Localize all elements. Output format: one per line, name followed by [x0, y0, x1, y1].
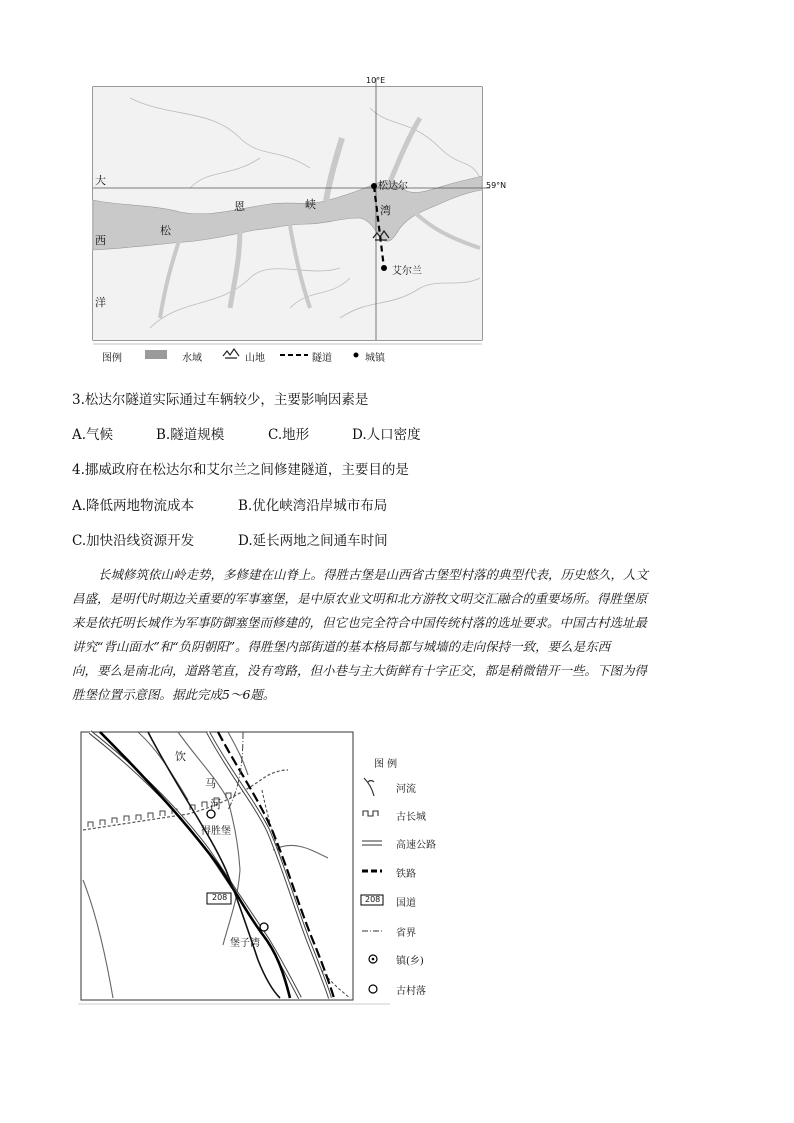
- fjord-map: [90, 78, 510, 368]
- longitude-label: 10°E: [366, 76, 386, 85]
- q4-option-c[interactable]: C.加快沿线资源开发: [72, 533, 195, 549]
- q4-option-a[interactable]: A.降低两地物流成本: [72, 498, 195, 514]
- legend2-town: 镇(乡): [396, 956, 424, 967]
- fjord-char-3: 峡: [305, 198, 316, 211]
- sea-char-2: 西: [95, 234, 106, 247]
- desheng-map-graphic: [78, 730, 448, 1006]
- q4-stem: 4.挪威政府在松达尔和艾尔兰之间修建隧道，主要目的是: [72, 462, 409, 478]
- fort-label: 得胜堡: [201, 826, 231, 837]
- legend-title: 图例: [102, 353, 122, 364]
- legend2-road: 国道: [396, 898, 416, 909]
- town-south-label: 艾尔兰: [392, 266, 422, 277]
- q3-option-b[interactable]: B.隧道规模: [156, 427, 225, 443]
- q4-option-d[interactable]: D.延长两地之间通车时间: [238, 533, 388, 549]
- fjord-char-4: 湾: [380, 204, 391, 217]
- passage-line-3: 来是依托明长城作为军事防御塞堡而修建的，但它也完全符合中国传统村落的选址要求。中国古村选址最: [72, 615, 648, 630]
- latitude-label: 59°N: [486, 181, 507, 190]
- legend2-road-shield: 208: [365, 895, 381, 904]
- legend-town: 城镇: [365, 353, 385, 364]
- legend-tunnel: 隧道: [312, 353, 332, 364]
- legend2-river: 河流: [396, 784, 416, 795]
- passage-line-2: 昌盛，是明代时期边关重要的军事塞堡，是中原农业文明和北方游牧文明交汇融合的重要场所。得胜堡原: [72, 591, 648, 606]
- legend2-village: 古村落: [396, 986, 426, 997]
- passage-line-5: 向，要么是南北向，道路笔直，没有弯路，但小巷与主大街鲜有十字正交，都是稍微错开一些。下图为得: [72, 663, 648, 678]
- passage-line-6: 胜堡位置示意图。据此完成5～6题。: [72, 687, 276, 702]
- legend-water: 水域: [182, 353, 202, 364]
- desheng-map: [78, 730, 448, 1006]
- fjord-char-2: 恩: [234, 200, 245, 213]
- q4-option-b[interactable]: B.优化峡湾沿岸城市布局: [238, 498, 388, 514]
- town-north-label: 松达尔: [378, 181, 408, 192]
- road-number: 208: [212, 893, 228, 902]
- q3-option-a[interactable]: A.气候: [72, 427, 114, 443]
- q3-option-d[interactable]: D.人口密度: [352, 427, 421, 443]
- fjord-map-graphic: [90, 78, 510, 368]
- legend2-highway: 高速公路: [396, 840, 436, 851]
- sea-char-3: 洋: [95, 296, 106, 309]
- q3-option-c[interactable]: C.地形: [268, 427, 310, 443]
- river-char-3: 河: [210, 798, 221, 811]
- legend2-railway: 铁路: [396, 869, 416, 880]
- river-char-1: 饮: [175, 750, 186, 763]
- river-char-2: 马: [205, 777, 216, 790]
- passage-line-4: 讲究“背山面水”和“负阴朝阳”。得胜堡内部街道的基本格局都与城墙的走向保持一致，要么是东西: [72, 639, 611, 654]
- passage-line-1: 长城修筑依山岭走势，多修建在山脊上。得胜古堡是山西省古堡型村落的典型代表，历史悠久，人文: [98, 567, 649, 582]
- passage: [72, 563, 720, 707]
- fjord-char-1: 松: [160, 224, 171, 237]
- q3-stem: 3.松达尔隧道实际通过车辆较少，主要影响因素是: [72, 392, 369, 408]
- legend-mountain: 山地: [245, 353, 265, 364]
- legend2-province: 省界: [396, 928, 416, 939]
- sea-char-1: 大: [95, 174, 106, 187]
- legend2-wall: 古长城: [396, 812, 426, 823]
- legend2-title: 图 例: [374, 759, 398, 770]
- village-label: 堡子湾: [230, 938, 260, 949]
